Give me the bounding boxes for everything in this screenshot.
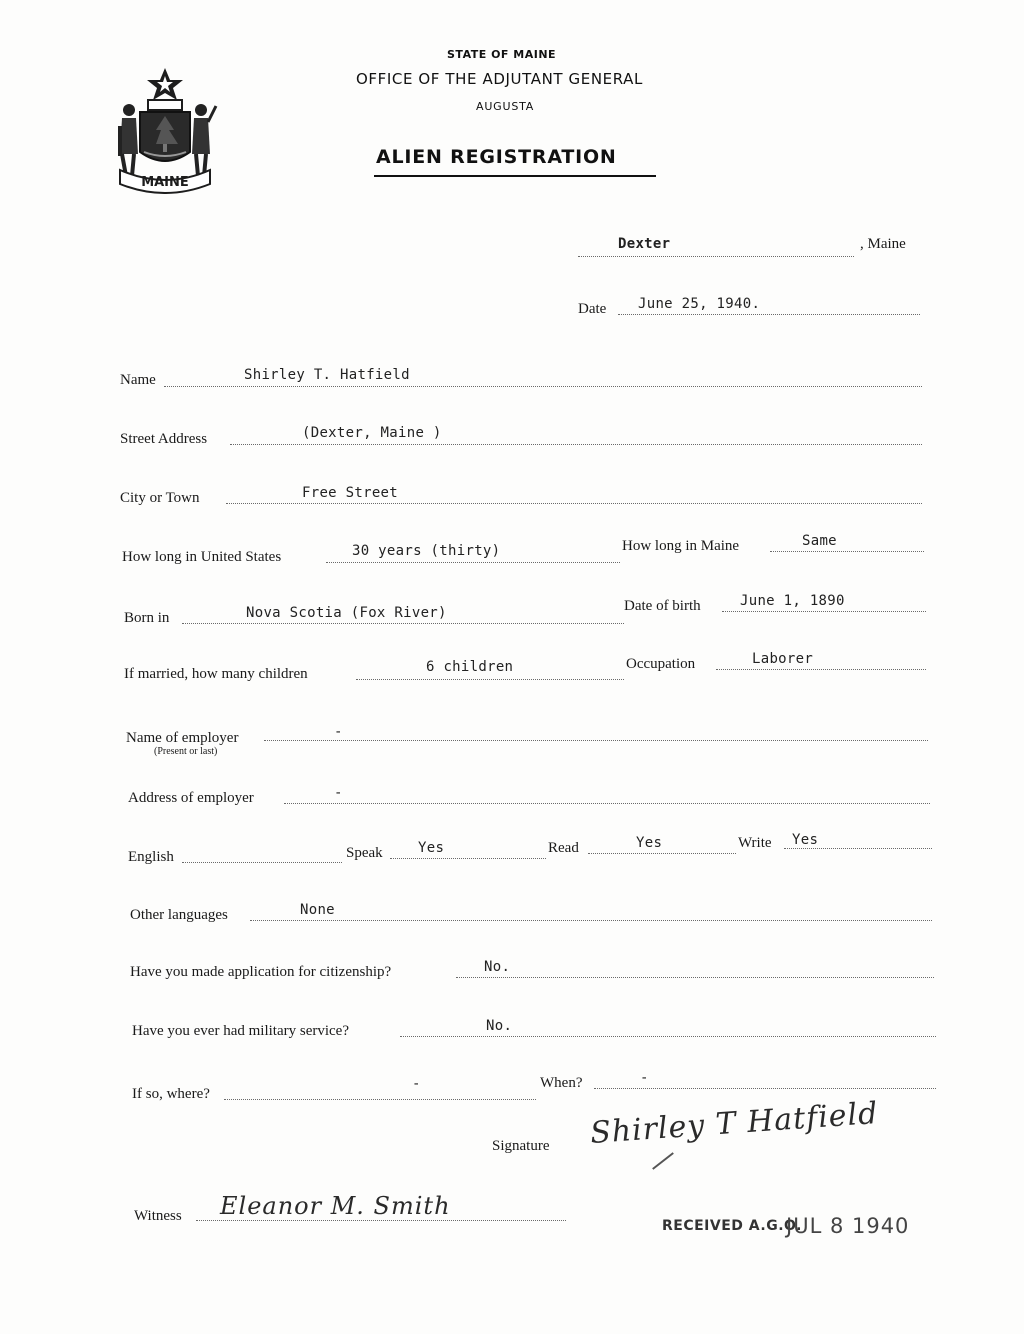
city-heading: AUGUSTA	[476, 100, 535, 113]
where-label: If so, where?	[132, 1086, 210, 1102]
us-value: 30 years (thirty)	[352, 543, 501, 559]
born-line	[182, 623, 624, 624]
english-line	[182, 862, 342, 863]
maine-value: Same	[802, 533, 837, 549]
witness-value: Eleanor M. Smith	[220, 1192, 451, 1220]
place-suffix: , Maine	[860, 236, 906, 252]
date-value: June 25, 1940.	[638, 296, 761, 312]
date-label: Date	[578, 301, 607, 317]
state-heading: STATE OF MAINE	[447, 48, 557, 61]
other-languages-label: Other languages	[130, 907, 228, 923]
city-label: City or Town	[120, 490, 200, 506]
dob-line	[722, 611, 926, 612]
military-line	[400, 1036, 936, 1037]
citizenship-line	[456, 977, 934, 978]
english-label: English	[128, 849, 174, 865]
employer-line	[264, 740, 928, 741]
children-label: If married, how many children	[124, 666, 308, 682]
witness-line	[196, 1220, 566, 1221]
where-line	[224, 1099, 536, 1100]
employer-address-label: Address of employer	[128, 790, 254, 806]
when-label: When?	[540, 1075, 583, 1091]
signature-value: Shirley T Hatfield	[589, 1095, 880, 1152]
city-line	[226, 503, 922, 504]
state-seal-icon	[112, 66, 218, 194]
street-value: (Dexter, Maine )	[302, 425, 442, 441]
occupation-line	[716, 669, 926, 670]
street-line	[230, 444, 922, 445]
read-label: Read	[548, 840, 579, 856]
date-line	[618, 314, 920, 315]
dob-label: Date of birth	[624, 598, 701, 614]
maine-label: How long in Maine	[622, 538, 740, 554]
citizenship-value: No.	[484, 959, 511, 975]
employer-value: -	[334, 724, 343, 740]
speak-value: Yes	[418, 840, 445, 856]
place-line	[578, 256, 854, 257]
dob-value: June 1, 1890	[740, 593, 845, 609]
when-line	[594, 1088, 936, 1089]
where-value: -	[412, 1076, 421, 1092]
street-label: Street Address	[120, 431, 208, 447]
other-languages-line	[250, 920, 932, 921]
occupation-label: Occupation	[626, 656, 696, 672]
employer-sublabel: (Present or last)	[154, 746, 218, 757]
write-line	[784, 848, 932, 849]
write-label: Write	[738, 835, 772, 851]
read-line	[588, 853, 736, 854]
received-stamp-date: JUL 8 1940	[786, 1214, 910, 1238]
name-line	[164, 386, 922, 387]
witness-label: Witness	[134, 1208, 182, 1224]
other-languages-value: None	[300, 902, 335, 918]
employer-address-line	[284, 803, 930, 804]
read-value: Yes	[636, 835, 663, 851]
employer-label: Name of employer	[126, 730, 239, 746]
us-line	[326, 562, 620, 563]
maine-line	[770, 551, 924, 552]
employer-address-value: -	[334, 785, 343, 801]
speak-label: Speak	[346, 845, 383, 861]
military-label: Have you ever had military service?	[132, 1023, 349, 1039]
seal-name-text: MAINE	[141, 175, 189, 190]
speak-line	[390, 858, 546, 859]
children-value: 6 children	[426, 659, 514, 675]
place-value: Dexter	[618, 236, 671, 252]
form-title: ALIEN REGISTRATION	[376, 146, 617, 168]
title-underline	[374, 175, 656, 177]
born-value: Nova Scotia (Fox River)	[246, 605, 447, 621]
signature-label: Signature	[492, 1138, 550, 1154]
received-stamp: RECEIVED A.G.O.	[662, 1218, 802, 1234]
occupation-value: Laborer	[752, 651, 814, 667]
when-value: -	[640, 1070, 649, 1086]
office-heading: OFFICE OF THE ADJUTANT GENERAL	[356, 70, 643, 88]
born-label: Born in	[124, 610, 170, 626]
pen-stroke	[652, 1152, 674, 1170]
write-value: Yes	[792, 832, 819, 848]
city-value: Free Street	[302, 485, 399, 501]
military-value: No.	[486, 1018, 513, 1034]
children-line	[356, 679, 624, 680]
name-label: Name	[120, 372, 156, 388]
us-label: How long in United States	[122, 549, 282, 565]
citizenship-label: Have you made application for citizenship?	[130, 964, 392, 980]
name-value: Shirley T. Hatfield	[244, 367, 410, 383]
